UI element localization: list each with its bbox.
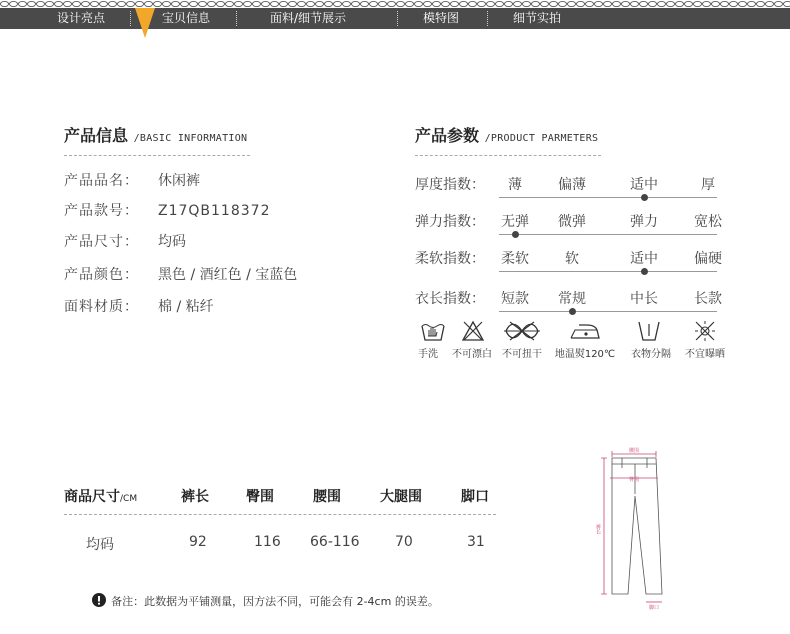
chain-link [559, 1, 567, 6]
care-label: 地温熨120℃ [554, 349, 616, 360]
chain-link [784, 1, 790, 6]
chain-link [82, 1, 90, 6]
chain-link [514, 1, 522, 6]
info-heading [64, 123, 247, 146]
chain-link [109, 1, 117, 6]
no-wring-icon [502, 320, 542, 342]
param-option: 偏薄 [558, 177, 586, 193]
info-row [64, 170, 200, 190]
params-divider [415, 155, 601, 156]
info-subtitle: /BASIC INFORMATION [133, 133, 248, 144]
info-row-value: 均码 [158, 234, 186, 250]
chain-link [433, 1, 441, 6]
no-sun-dry-icon [693, 320, 717, 342]
param-option: 柔软 [501, 251, 529, 267]
chain-link [46, 1, 54, 6]
chain-link [19, 1, 27, 6]
nav-separator [236, 11, 237, 26]
param-option: 软 [565, 251, 579, 267]
chain-link [406, 1, 414, 6]
param-option: 短款 [501, 291, 529, 307]
chain-link [586, 1, 594, 6]
size-col-header: 腰围 [313, 489, 341, 505]
info-row-value: 棉 / 粘纤 [158, 299, 214, 315]
chain-link [595, 1, 603, 6]
chain-link [712, 1, 720, 6]
param-label: 弹力指数： [415, 214, 485, 230]
care-label: 不可漂白 [452, 349, 492, 360]
param-option: 适中 [630, 177, 658, 193]
chain-link [10, 1, 18, 6]
size-header-label: 商品尺寸 [64, 489, 120, 505]
chain-link [118, 1, 126, 6]
nav-separator [130, 11, 131, 26]
chain-link [649, 1, 657, 6]
nav-item-detail-photos[interactable]: 细节实拍 [513, 11, 562, 25]
note-text: 备注：此数据为平铺测量，因方法不同，可能会有 2-4cm 的误差。 [111, 595, 439, 608]
low-iron-icon [567, 320, 603, 342]
chain-link [523, 1, 531, 6]
chain-link [190, 1, 198, 6]
chain-link [388, 1, 396, 6]
nav-item-fabric-details[interactable]: 面料/细节展示 [270, 11, 347, 25]
param-selected-dot [512, 231, 519, 238]
size-table-header-main [64, 486, 137, 506]
chain-link [748, 1, 756, 6]
param-option: 适中 [630, 251, 658, 267]
param-option: 宽松 [694, 214, 722, 230]
size-cell: 31 [467, 534, 485, 550]
info-divider [64, 155, 250, 156]
chain-link [694, 1, 702, 6]
chain-link [721, 1, 729, 6]
chain-link [496, 1, 504, 6]
param-option: 薄 [508, 177, 522, 193]
chain-link [64, 1, 72, 6]
param-option: 偏硬 [694, 251, 722, 267]
size-row-label: 均码 [86, 537, 114, 553]
note [92, 590, 439, 609]
chain-link [316, 1, 324, 6]
chain-link [550, 1, 558, 6]
chain-link [334, 1, 342, 6]
care-label: 不宜曝晒 [685, 349, 725, 360]
chain-link [235, 1, 243, 6]
care-icons [410, 316, 740, 364]
chain-link [271, 1, 279, 6]
chain-link [217, 1, 225, 6]
care-label: 衣物分隔 [631, 349, 671, 360]
chain-link [541, 1, 549, 6]
chain-link [424, 1, 432, 6]
nav-separator [487, 11, 488, 26]
chain-link [640, 1, 648, 6]
chain-link [199, 1, 207, 6]
chain-link [532, 1, 540, 6]
size-cell: 92 [189, 534, 207, 550]
param-track [499, 197, 717, 198]
info-row [64, 200, 270, 220]
chain-link [253, 1, 261, 6]
chain-link [361, 1, 369, 6]
diagram-waist-label: 腰围 [628, 448, 640, 454]
param-track [499, 311, 717, 312]
chain-link [226, 1, 234, 6]
size-table-divider [64, 514, 496, 515]
chain-border [0, 0, 790, 8]
info-row-value: 休闲裤 [158, 173, 200, 189]
param-option: 厚 [701, 177, 715, 193]
info-row-label: 产品品名： [64, 173, 139, 189]
chain-link [91, 1, 99, 6]
chain-link [622, 1, 630, 6]
active-tab-marker [135, 8, 155, 38]
chain-link [343, 1, 351, 6]
chain-link [775, 1, 783, 6]
info-row-value: Z17QB118372 [158, 203, 271, 219]
chain-link [55, 1, 63, 6]
chain-link [181, 1, 189, 6]
param-label: 柔软指数： [415, 251, 485, 267]
chain-link [352, 1, 360, 6]
diagram-length-label: 裤长 [595, 524, 601, 534]
chain-link [244, 1, 252, 6]
params-subtitle: /PRODUCT PARMETERS [484, 133, 599, 144]
chain-link [766, 1, 774, 6]
chain-link [379, 1, 387, 6]
chain-link [154, 1, 162, 6]
chain-link [478, 1, 486, 6]
chain-link [568, 1, 576, 6]
chain-link [730, 1, 738, 6]
chain-link [136, 1, 144, 6]
chain-link [37, 1, 45, 6]
chain-link [415, 1, 423, 6]
measure-lines [601, 451, 662, 602]
diagram-hem-label: 脚口 [648, 605, 660, 611]
warning-icon [92, 593, 106, 607]
nav-bar [0, 8, 790, 29]
chain-link [1, 1, 9, 6]
chain-link [469, 1, 477, 6]
param-option: 常规 [558, 291, 586, 307]
chain-link [604, 1, 612, 6]
chain-link [127, 1, 135, 6]
param-option: 弹力 [630, 214, 658, 230]
param-option: 微弹 [558, 214, 586, 230]
hand-wash-icon [420, 320, 446, 342]
chain-link [451, 1, 459, 6]
info-title: 产品信息 [64, 126, 129, 145]
chain-link [289, 1, 297, 6]
nav-item-highlights[interactable]: 设计亮点 [57, 11, 106, 25]
chain-link [208, 1, 216, 6]
chain-link [487, 1, 495, 6]
nav-separator [397, 11, 398, 26]
info-row-label: 产品颜色： [64, 267, 139, 283]
chain-link [280, 1, 288, 6]
chain-link [460, 1, 468, 6]
size-col-header: 脚口 [461, 489, 489, 505]
info-row-label: 产品尺寸： [64, 234, 139, 250]
size-header-unit: /CM [120, 494, 138, 504]
info-row [64, 296, 214, 316]
info-row-label: 产品款号： [64, 203, 139, 219]
chain-link [703, 1, 711, 6]
chain-link [577, 1, 585, 6]
chain-link [163, 1, 171, 6]
care-label: 手洗 [418, 349, 438, 360]
chain-link [172, 1, 180, 6]
chain-link [298, 1, 306, 6]
param-track [499, 234, 717, 235]
params-title: 产品参数 [415, 126, 480, 145]
size-cell: 116 [254, 534, 281, 550]
no-bleach-icon [461, 320, 485, 342]
chain-link [739, 1, 747, 6]
separate-wash-icon [636, 320, 662, 342]
info-row [64, 264, 297, 284]
chain-link [262, 1, 270, 6]
param-option: 无弹 [501, 214, 529, 230]
chain-link [325, 1, 333, 6]
info-row-label: 面料材质： [64, 299, 139, 315]
param-label: 衣长指数： [415, 291, 485, 307]
size-col-header: 裤长 [181, 489, 209, 505]
param-selected-dot [641, 194, 648, 201]
chain-link [676, 1, 684, 6]
param-option: 长款 [694, 291, 722, 307]
info-row-value: 黑色 / 酒红色 / 宝蓝色 [158, 267, 298, 283]
param-label: 厚度指数： [415, 177, 485, 193]
chain-link [28, 1, 36, 6]
info-row [64, 231, 186, 251]
care-label: 不可扭干 [502, 349, 542, 360]
param-track [499, 271, 717, 272]
chain-link [613, 1, 621, 6]
chain-link [307, 1, 315, 6]
chain-link [73, 1, 81, 6]
nav-item-product-info[interactable]: 宝贝信息 [162, 11, 211, 25]
size-col-header: 大腿围 [380, 489, 422, 505]
chain-link [505, 1, 513, 6]
pants-diagram [592, 444, 692, 612]
chain-link [397, 1, 405, 6]
chain-link [370, 1, 378, 6]
chain-link [145, 1, 153, 6]
chain-link [757, 1, 765, 6]
chain-link [442, 1, 450, 6]
chain-link [685, 1, 693, 6]
chain-link [631, 1, 639, 6]
size-cell: 66-116 [310, 534, 360, 550]
size-col-header: 臀围 [246, 489, 274, 505]
size-cell: 70 [395, 534, 413, 550]
diagram-hip-label: 臀围 [628, 477, 640, 483]
chain-link [667, 1, 675, 6]
param-selected-dot [569, 308, 576, 315]
param-selected-dot [641, 268, 648, 275]
chain-link [100, 1, 108, 6]
chain-link [658, 1, 666, 6]
param-option: 中长 [630, 291, 658, 307]
params-heading [415, 123, 598, 146]
nav-item-model[interactable]: 模特图 [423, 11, 460, 25]
